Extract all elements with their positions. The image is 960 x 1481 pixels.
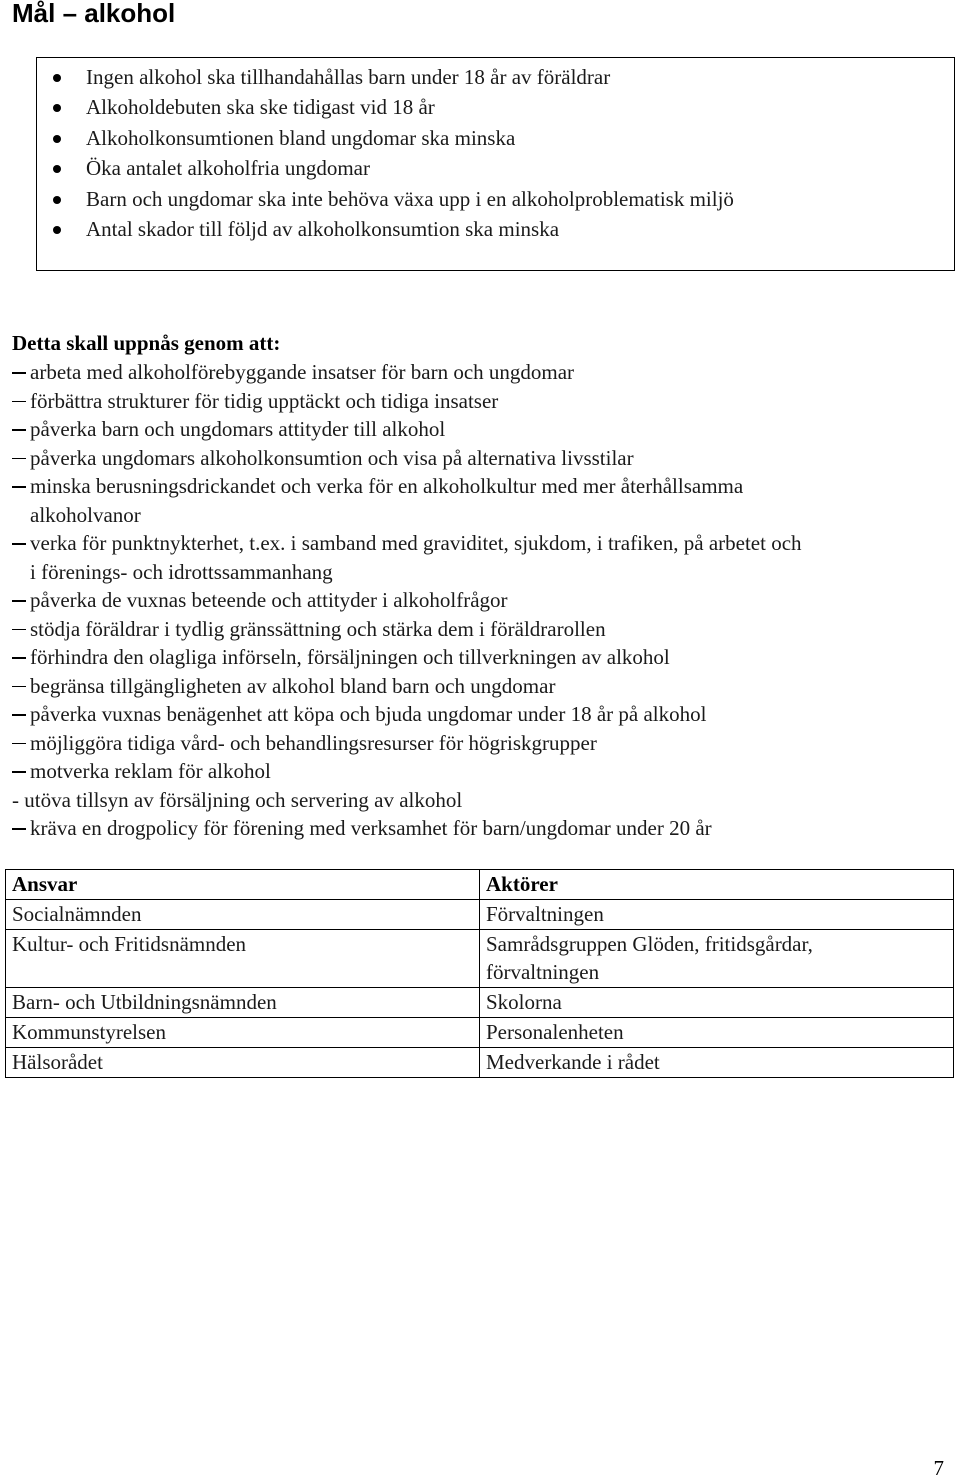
bullet-icon: [53, 135, 61, 143]
cell-line: Socialnämnden: [12, 901, 142, 926]
actor-cell: [480, 899, 954, 929]
measure-line: i förenings- och idrottssammanhang: [30, 559, 333, 584]
measure-line: påverka ungdomars alkoholkonsumtion och visa på alternativa livsstilar: [30, 445, 634, 470]
goal-item: [37, 214, 954, 244]
goal-text: Barn och ungdomar ska inte behöva växa upp i en alkoholproblematisk miljö: [86, 186, 734, 211]
cell-line: Hälsorådet: [12, 1049, 103, 1074]
goal-text: Ingen alkohol ska tillhandahållas barn under 18 år av föräldrar: [86, 65, 611, 89]
cell-line: förvaltningen: [486, 960, 600, 985]
measure-line: minska berusningsdrickandet och verka för en alkoholkultur med mer återhållsamma: [30, 474, 744, 498]
measure-line: verka för punktnykterhet, t.ex. i samband med graviditet, sjukdom, i trafiken, på arbetet och: [30, 531, 802, 555]
actor-cell: [480, 1017, 954, 1047]
measure-line: - utöva tillsyn av försäljning och servering av alkohol: [12, 787, 463, 812]
goal-item: [37, 123, 954, 153]
measure-item: [12, 615, 952, 644]
measure-line: alkoholvanor: [30, 502, 141, 527]
goals-list: [37, 62, 954, 244]
bullet-icon: [53, 226, 61, 234]
dash-icon: [12, 486, 26, 488]
dash-icon: [12, 629, 26, 631]
measure-line: begränsa tillgängligheten av alkohol bland barn och ungdomar: [30, 673, 556, 698]
goal-item: [37, 62, 954, 92]
actor-cell: [480, 988, 954, 1018]
cell-line: Kommunstyrelsen: [12, 1019, 166, 1044]
measure-item: [12, 358, 952, 387]
table-row: [6, 929, 954, 988]
cell-line: Samrådsgruppen Glöden, fritidsgårdar,: [486, 931, 813, 956]
table-row: [6, 988, 954, 1018]
measure-item: [12, 387, 952, 416]
measure-item: [12, 700, 952, 729]
measures-list: [12, 358, 952, 843]
dash-icon: [12, 600, 26, 602]
measure-item: [12, 444, 952, 473]
actor-cell: [480, 1047, 954, 1077]
measure-line: stödja föräldrar i tydlig gränssättning och stärka dem i föräldrarollen: [30, 616, 606, 641]
goal-item: [37, 153, 954, 183]
dash-icon: [12, 743, 26, 745]
bullet-icon: [53, 196, 61, 204]
measure-item: [12, 472, 952, 529]
table-row: [6, 899, 954, 929]
measure-item: [12, 529, 952, 586]
cell-line: Skolorna: [486, 990, 562, 1015]
measure-item: [12, 586, 952, 615]
measure-item: [12, 643, 952, 672]
measure-line: motverka reklam för alkohol: [30, 759, 271, 783]
dash-icon: [12, 828, 26, 830]
measure-line: förbättra strukturer för tidig upptäckt och tidiga insatser: [30, 388, 499, 413]
measure-item: [12, 729, 952, 758]
measure-item: [12, 672, 952, 701]
dash-icon: [12, 686, 26, 688]
table-header-cell: Aktörer: [480, 870, 954, 900]
dash-icon: [12, 372, 26, 374]
measure-item: [12, 757, 952, 786]
page-number: 7: [933, 1456, 944, 1480]
dash-icon: [12, 657, 26, 659]
measure-item: [12, 814, 952, 843]
measure-line: förhindra den olagliga införseln, försäljningen och tillverkningen av alkohol: [30, 645, 670, 669]
goal-item: [37, 184, 954, 214]
measure-line: möjliggöra tidiga vård- och behandlingsresurser för högriskgrupper: [30, 730, 597, 755]
dash-icon: [12, 401, 26, 403]
table-header-cell: Ansvar: [6, 870, 480, 900]
dash-icon: [12, 429, 26, 431]
responsible-cell: [6, 988, 480, 1018]
actor-cell: [480, 929, 954, 988]
cell-line: Förvaltningen: [486, 901, 604, 926]
table-row: [6, 1047, 954, 1077]
responsibility-table: [5, 869, 954, 1078]
measure-line: påverka barn och ungdomars attityder till alkohol: [30, 417, 446, 441]
measure-line: kräva en drogpolicy för förening med verksamhet för barn/ungdomar under 20 år: [30, 816, 712, 840]
goal-text: Antal skador till följd av alkoholkonsumtion ska minska: [86, 217, 560, 242]
dash-icon: [12, 543, 26, 545]
dash-icon: [12, 458, 26, 460]
goal-item: [37, 92, 954, 122]
page-title: Mål – alkohol: [12, 0, 176, 28]
goal-text: Alkoholdebuten ska ske tidigast vid 18 år: [86, 95, 435, 120]
measure-line: påverka de vuxnas beteende och attityder i alkoholfrågor: [30, 588, 508, 612]
responsible-cell: [6, 1047, 480, 1077]
goal-text: Öka antalet alkoholfria ungdomar: [86, 156, 370, 181]
dash-icon: [12, 771, 26, 773]
cell-line: Barn- och Utbildningsnämnden: [12, 990, 277, 1015]
table-header-row: [6, 870, 954, 900]
goals-box: [36, 57, 955, 271]
cell-line: Medverkande i rådet: [486, 1049, 660, 1074]
bullet-icon: [53, 104, 61, 112]
goal-text: Alkoholkonsumtionen bland ungdomar ska minska: [86, 125, 516, 150]
dash-icon: [12, 714, 26, 716]
cell-line: Personalenheten: [486, 1019, 624, 1044]
measure-line: arbeta med alkoholförebyggande insatser för barn och ungdomar: [30, 360, 575, 384]
cell-line: Kultur- och Fritidsnämnden: [12, 931, 247, 956]
table-row: [6, 1017, 954, 1047]
responsible-cell: [6, 929, 480, 988]
measure-item: [12, 786, 952, 815]
measures-heading: Detta skall uppnås genom att:: [12, 331, 281, 355]
measure-line: påverka vuxnas benägenhet att köpa och bjuda ungdomar under 18 år på alkohol: [30, 702, 707, 726]
responsible-cell: [6, 899, 480, 929]
bullet-icon: [53, 74, 61, 82]
bullet-icon: [53, 165, 61, 173]
responsible-cell: [6, 1017, 480, 1047]
measure-item: [12, 415, 952, 444]
